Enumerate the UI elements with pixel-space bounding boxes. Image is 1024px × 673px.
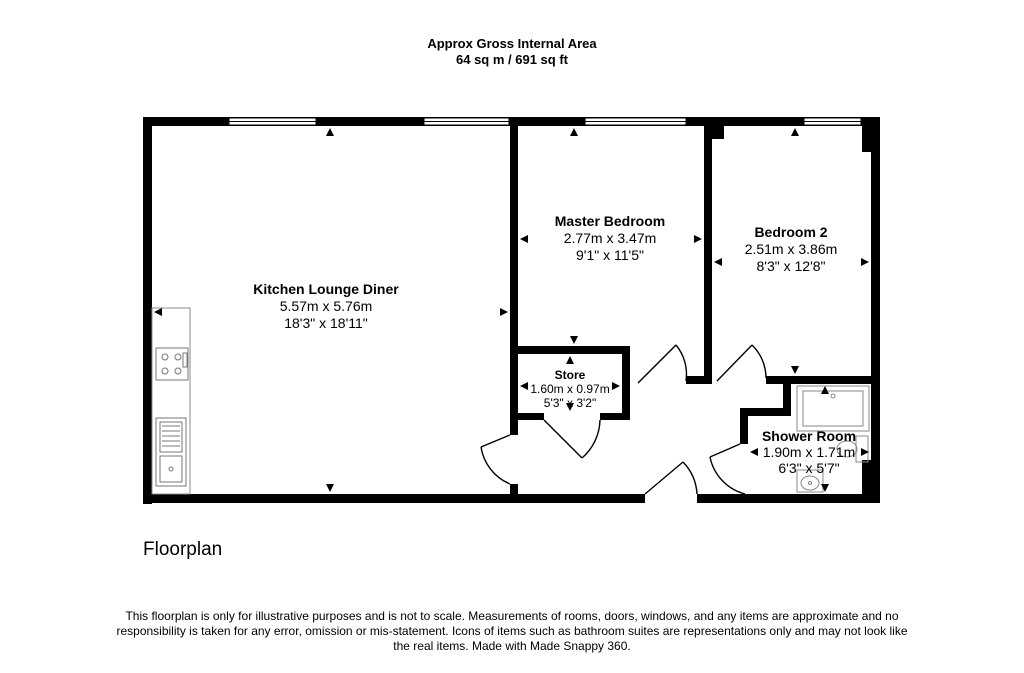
bedroom2-metric: 2.51m x 3.86m — [744, 241, 838, 257]
bedroom2-imperial: 8'3" x 12'8" — [756, 258, 826, 274]
disclaimer-text: This floorplan is only for illustrative purposes and is not to scale. Measurements of rooms, doors, windows, and any items are approximate and no responsibility is taken for any error, omission or mis-statement. Icons of items such as bathroom suites are representations only and may not look like the real items. Made with Made Snappy 360. — [116, 609, 908, 653]
store-imperial: 5'3" x 3'2" — [543, 396, 597, 410]
store-name: Store — [554, 368, 586, 382]
kitchen-metric: 5.57m x 5.76m — [279, 298, 373, 314]
kitchen-imperial: 18'3" x 18'11" — [284, 315, 368, 331]
kitchen-name: Kitchen Lounge Diner — [253, 281, 399, 297]
master-metric: 2.77m x 3.47m — [563, 230, 657, 246]
store-metric: 1.60m x 0.97m — [530, 382, 610, 396]
area-value: 64 sq m / 691 sq ft — [456, 52, 568, 67]
shower-metric: 1.90m x 1.71m — [762, 444, 856, 460]
master-imperial: 9'1" x 11'5" — [576, 247, 644, 263]
room-store-label — [530, 368, 609, 410]
room-kitchen-label — [253, 281, 399, 331]
shower-imperial: 6'3" x 5'7" — [778, 460, 840, 476]
bedroom2-name: Bedroom 2 — [754, 224, 828, 240]
shower-tray-icon — [797, 386, 869, 431]
room-bedroom2-label — [745, 224, 838, 274]
room-master-label — [555, 213, 665, 263]
hob-icon — [156, 348, 188, 380]
floorplan-caption: Floorplan — [143, 539, 223, 560]
kitchen-counter — [152, 308, 190, 494]
kitchen-sink-icon — [156, 418, 186, 486]
room-shower-label — [762, 428, 856, 476]
shower-name: Shower Room — [761, 428, 857, 444]
master-name: Master Bedroom — [554, 213, 666, 229]
area-title: Approx Gross Internal Area — [427, 36, 597, 51]
